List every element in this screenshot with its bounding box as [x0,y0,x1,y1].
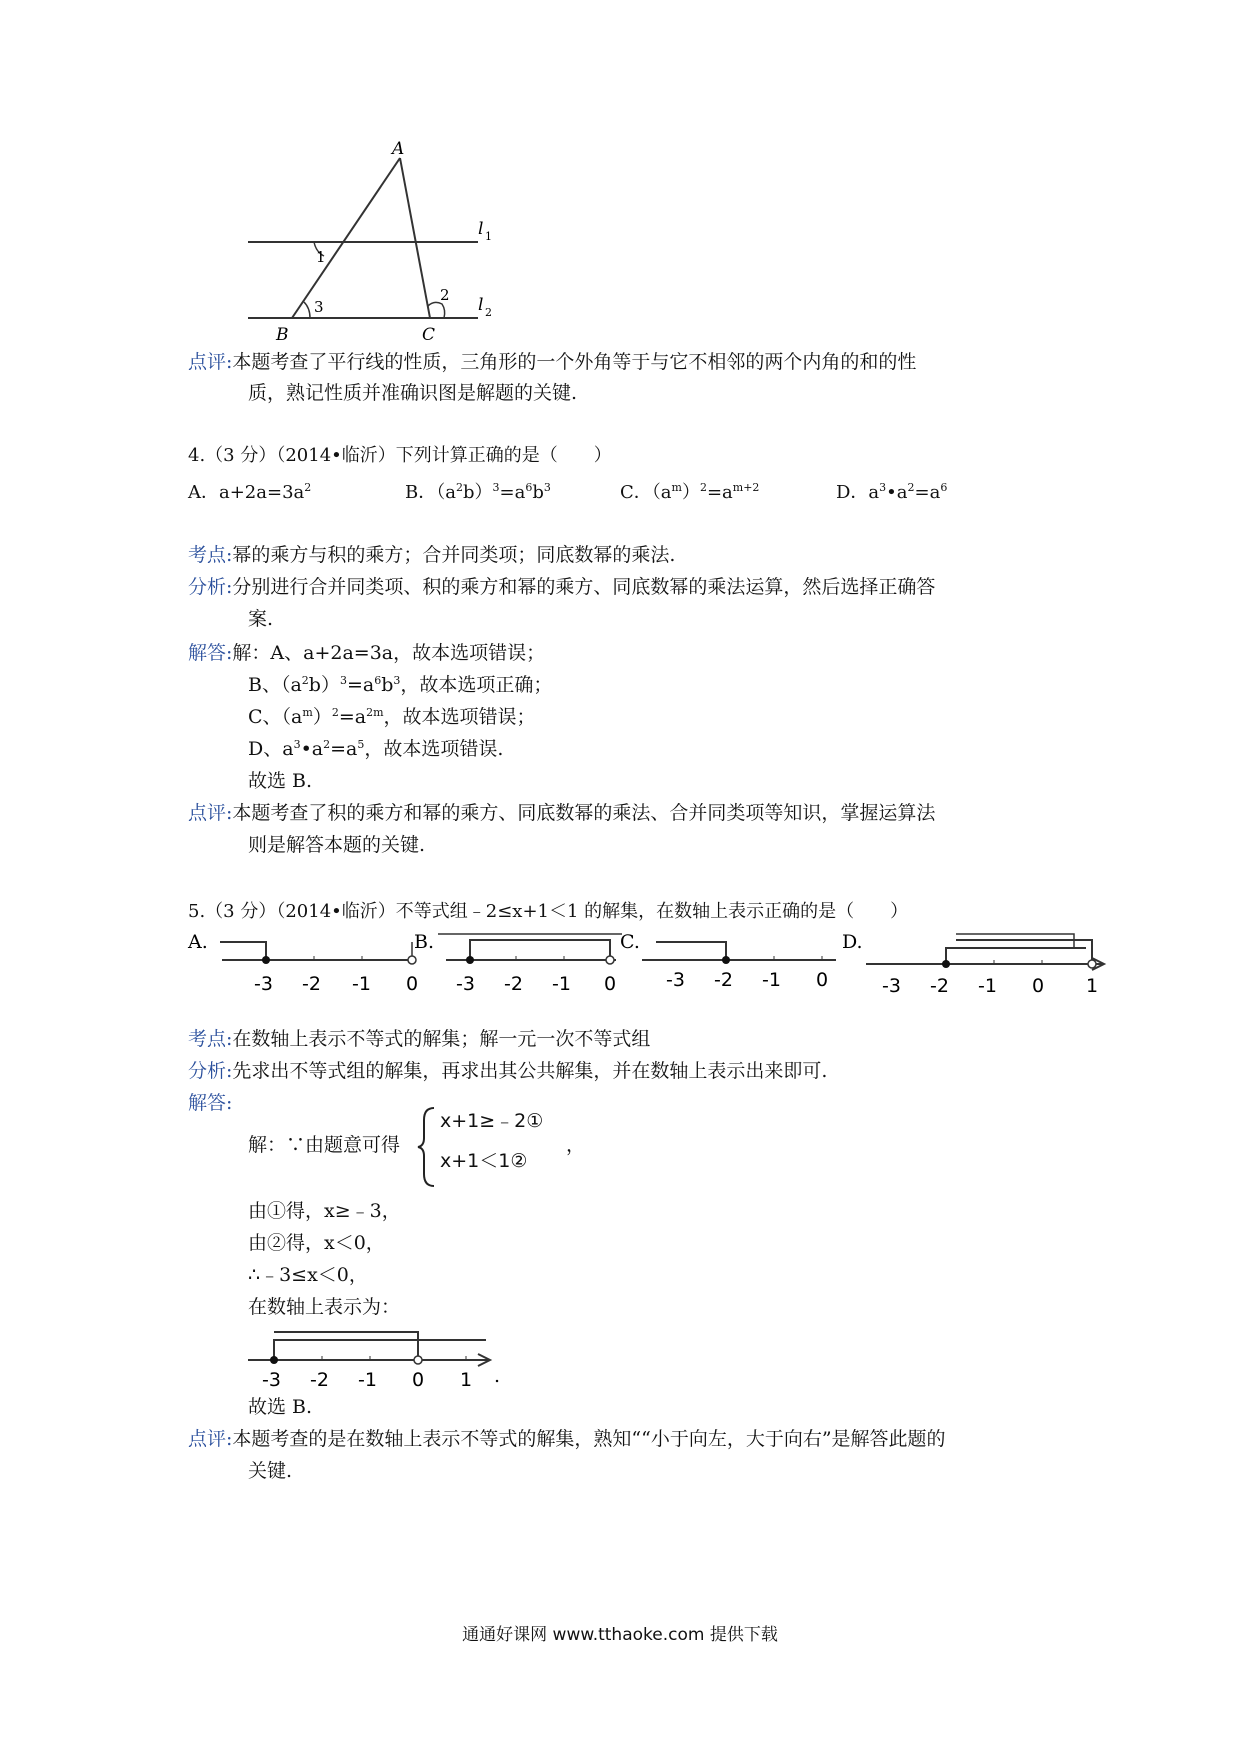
q5-step1: 由①得，x≥﹣3， [248,1200,401,1222]
q4-jb-s3: 6 [374,674,382,687]
q4-opt-d-s3: 6 [940,481,948,494]
ans-tick-label-0: -3 [262,1369,281,1391]
q5d-bracket-inner [956,940,1092,964]
ans-bracket-long [274,1340,486,1360]
q4-comment-label: 点评: [188,802,233,824]
q5-comment [188,1424,946,1454]
q5-step2: 由②得，x＜0， [248,1232,385,1254]
q4-opt-b-s1: 2 [455,481,463,494]
segment-AB [292,158,400,318]
q4-jb-t2: b） [308,674,340,696]
q5d-tick-label-3: 0 [1032,975,1045,997]
q5b-tick-label-0: -3 [456,973,475,995]
q5a-solid-dot [262,956,270,964]
q5-answer-numberline [246,1320,516,1390]
q5-kaodian-text: 在数轴上表示不等式的解集；解一元一次不等式组 [232,1028,651,1050]
q5-jieda-intro: 解：∵由题意可得 [248,1134,401,1156]
q5a-tick-label-3: 0 [406,973,419,995]
q5-option-c-numberline [642,942,836,991]
q4-jd-t2: •a [300,738,324,760]
q5-jieda-label-line [188,1088,232,1118]
q4-opt-c-t3: =a [706,482,733,503]
q5d-tick-label-4: 1 [1086,975,1099,997]
label-l1-sub: 1 [485,230,492,243]
q4-opt-b-t2: b） [462,482,493,503]
q4-jc-t3: =a [338,706,367,728]
q4-option-d [836,478,947,504]
q5-opt-a-label: A. [188,931,208,953]
q5-options-number-lines [186,926,1126,1000]
q4-opt-b-s2: 3 [492,481,500,494]
q4-jd-t1: D、a [248,738,294,760]
q4-fenxi-label: 分析: [188,576,233,598]
angle-1-label: 1 [316,248,326,266]
ans-bracket-short [274,1332,418,1360]
q4-opt-a-text: A．a+2a=3a [188,482,305,503]
q5-opt-c-label: C. [620,931,640,953]
q5a-open-dot [408,956,416,964]
q4-opt-d-s2: 2 [907,481,915,494]
q4-fenxi-text1: 分别进行合并同类项、积的乘方和幂的乘方、同底数幂的乘法运算，然后选择正确答 [232,576,936,598]
q4-jd-s1: 3 [293,738,301,751]
angle-2-label: 2 [440,286,450,304]
q4-option-b [405,478,551,504]
q5a-tick-label-2: -1 [352,973,371,995]
ans-tick-label-2: -1 [358,1369,377,1391]
label-l2-sub: 2 [485,306,492,319]
q4-opt-d-t1: D．a [836,482,880,503]
q4-jd-t4: ，故本选项错误. [364,738,504,760]
q4-fenxi [188,572,935,602]
q4-opt-c-t1: C．（a [620,482,672,503]
q5-step4: 在数轴上表示为： [248,1296,401,1318]
q5a-tick-label-1: -2 [302,973,321,995]
q5-system-eq2: x+1＜1② [440,1150,528,1172]
ans-tick-label-4: 1 [460,1369,473,1391]
q4-option-c [620,478,759,504]
q4-jc-t2: ） [312,706,332,728]
inequality-system-brace [418,1106,438,1188]
q4-opt-a-sup: 2 [304,481,312,494]
q5a-bracket [220,942,266,960]
q5-fenxi [188,1056,827,1086]
q5b-tick-label-3: 0 [604,973,617,995]
q4-jb-t5: ，故本选项正确； [400,674,553,696]
q4-jb-t1: B、（a [248,674,302,696]
q5-step3: ∴﹣3≤x＜0， [248,1264,368,1286]
q4-jc-t1: C、（a [248,706,303,728]
angle-3-label: 3 [314,298,324,316]
ans-period: . [494,1365,501,1387]
q4-jc-s1: m [302,706,313,719]
q4-jb-s2: 3 [339,674,347,687]
q5b-solid-dot [466,956,474,964]
q5-comment-text1: 本题考查的是在数轴上表示不等式的解集，熟知““小于向左，大于向右”是解答此题的 [232,1428,946,1450]
q5d-solid-dot [942,960,950,968]
q5-system-eq1: x+1≥﹣2① [440,1110,544,1132]
q4-jc-s2: 2 [331,706,339,719]
q4-opt-b-t1: B．（a [405,482,456,503]
q5-kaodian-label: 考点: [188,1028,233,1050]
q5-fenxi-text: 先求出不等式组的解集，再求出其公共解集，并在数轴上表示出来即可. [232,1060,828,1082]
q5-comment-line2: 关键. [248,1460,293,1482]
q5-opt-b-label: B. [414,931,435,953]
q4-jieda-line1: 解：A、a+2a=3a，故本选项错误； [232,642,546,664]
q4-jieda-d [248,734,503,764]
q4-opt-b-s3: 6 [525,481,533,494]
q5b-bracket [470,940,610,960]
q4-jieda [188,638,545,668]
q5d-tick-label-1: -2 [930,975,949,997]
q5c-tick-label-1: -2 [714,969,733,991]
q4-jieda-b [248,670,552,700]
triangle-parallel-lines-figure [240,140,520,350]
q5b-tick-label-1: -2 [504,973,523,995]
q5-fenxi-label: 分析: [188,1060,233,1082]
label-A: A [392,139,405,159]
q5-option-a-numberline [220,942,418,995]
ans-open-dot [414,1356,422,1364]
q5c-tick-label-2: -1 [762,969,781,991]
q4-fenxi-line2: 案. [248,608,274,630]
q4-option-a [188,478,311,504]
q5-opt-d-label: D. [842,931,863,953]
q4-comment-text1: 本题考查了积的乘方和幂的乘方、同底数幂的乘法、合并同类项等知识，掌握运算法 [232,802,936,824]
q5-jieda-label: 解答: [188,1092,233,1114]
q4-opt-b-t4: b [532,482,544,503]
ans-solid-dot [270,1356,278,1364]
q4-stem: 4.（3 分）（2014•临沂）下列计算正确的是（ ） [188,445,612,466]
q3-comment-text1: 本题考查了平行线的性质，三角形的一个外角等于与它不相邻的两个内角的和的性 [232,351,917,373]
q5c-bracket [656,942,726,960]
q4-opt-c-s3: m+2 [732,481,760,494]
q4-kaodian-text: 幂的乘方与积的乘方；合并同类项；同底数幂的乘法. [232,544,676,566]
q4-jd-s3: 5 [357,738,365,751]
q3-comment-line1 [188,347,916,377]
q5-jieda-end: 故选 B. [248,1396,313,1418]
q3-comment-line2: 质，熟记性质并准确识图是解题的关键. [248,382,578,404]
q4-opt-d-t2: •a [886,482,908,503]
q4-opt-b-t3: =a [499,482,526,503]
label-l2: l [478,295,484,315]
label-B: B [276,325,289,345]
q4-jb-t4: b [381,674,394,696]
q5b-tick-label-2: -1 [552,973,571,995]
q4-opt-c-s2: 2 [699,481,707,494]
q4-jb-s4: 3 [393,674,401,687]
label-l1: l [478,219,484,239]
q5d-tick-label-2: -1 [978,975,997,997]
q5-kaodian [188,1024,650,1054]
q5-option-b-numberline [438,934,622,995]
q5c-solid-dot [722,956,730,964]
q5-stem: 5.（3 分）（2014•临沂）不等式组﹣2≤x+1＜1 的解集，在数轴上表示正确的是（ ） [188,901,909,922]
q4-comment [188,798,935,828]
q4-jc-s3: 2m [366,706,384,719]
q5c-tick-label-3: 0 [816,969,829,991]
angle-3-arc [304,302,310,318]
q3-comment-label: 点评: [188,351,233,373]
label-C: C [422,325,436,345]
page-footer: 通通好课网 www.tthaoke.com 提供下载 [462,1625,778,1645]
ans-tick-label-3: 0 [412,1369,425,1391]
q4-kaodian-label: 考点: [188,544,233,566]
q5-system-comma: ， [566,1134,586,1156]
ans-tick-label-1: -2 [310,1369,329,1391]
q4-jieda-c [248,702,536,732]
q5-comment-label: 点评: [188,1428,233,1450]
q4-opt-d-t3: =a [914,482,941,503]
segment-AC [400,158,430,318]
q5d-open-dot [1088,960,1096,968]
q5b-open-dot [606,956,614,964]
q4-opt-d-s1: 3 [879,481,887,494]
q4-kaodian [188,540,675,570]
q5-option-d-numberline [866,934,1104,997]
q4-jb-s1: 2 [301,674,309,687]
q4-jieda-end: 故选 B. [248,770,313,792]
q5d-bracket-outer [946,948,1086,964]
q4-comment-line2: 则是解答本题的关键. [248,834,426,856]
q5a-tick-label-0: -3 [254,973,273,995]
q5c-tick-label-0: -3 [666,969,685,991]
q4-jieda-label: 解答: [188,642,233,664]
q4-opt-b-s4: 3 [543,481,551,494]
q4-opt-c-t2: ） [681,482,700,503]
q4-opt-c-s1: m [671,481,682,494]
q4-jd-s2: 2 [323,738,331,751]
q4-jb-t3: =a [346,674,375,696]
q5d-tick-label-0: -3 [882,975,901,997]
q4-jd-t3: =a [330,738,358,760]
q4-jc-t4: ，故本选项错误； [383,706,536,728]
